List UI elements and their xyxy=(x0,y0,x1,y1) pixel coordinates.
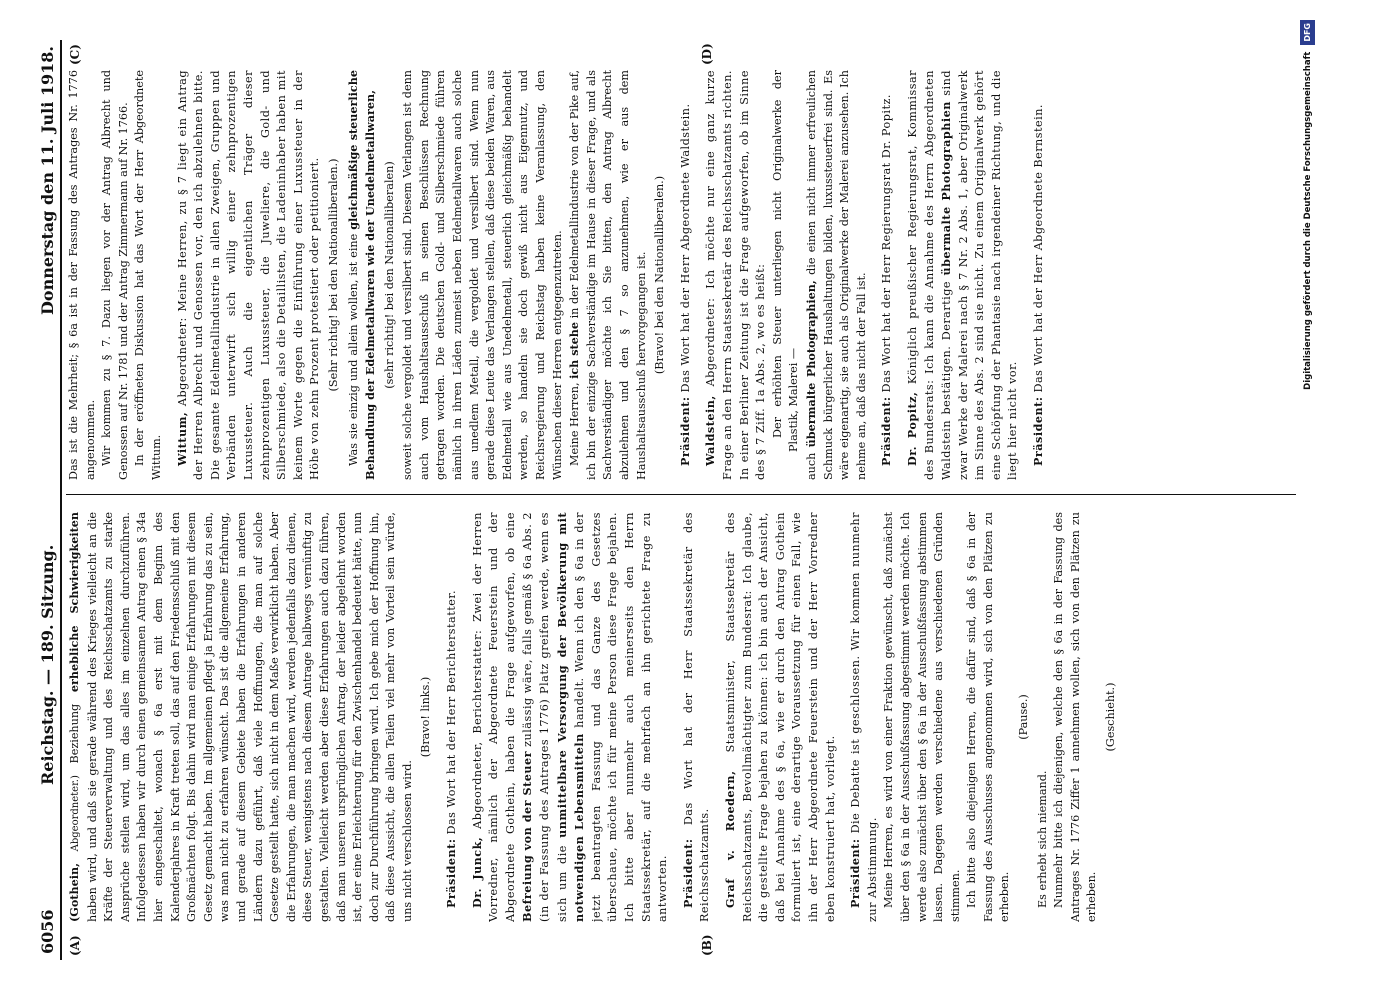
paragraph: soweit solche vergoldet und versilbert sind. Diesem Verlangen ist denn auch vom Haushaltsausschuß in seinen Beschlüssen Rechnung getragen worden. Die deutschen Gold- und Silberschmiede führen nämlich in ihren Läden zumeist neben Edelmetallwaren auch solche aus unedlem Metall, die vergoldet und versilbert sind. Wenn nun gerade diese Leute das Verlangen stellen, daß diese beiden Waren, aus Edelmetall wie aus Unedelmetall, steuerlich gleichmäßig behandelt werden, so handeln sie doch gewiß nicht aus Eigennutz, und Reichsregierung und Reichstag haben keine Veranlassung, den Wünschen dieser Herren entgegenzutreten. xyxy=(401,70,564,480)
margin-mark-d: (D) xyxy=(700,43,714,65)
bold-run: ich stehe xyxy=(567,321,582,379)
text-run: die einen nicht immer erfreulichen Schmuck bürgerlicher Haushaltungen bilden, luxussteuerfrei sind. Es wäre eigenartig, sie auch als Originalwerke der Malerei anzusehen. Ich nehme an, daß das nicht der Fall ist. xyxy=(804,70,868,480)
speaker-name: Waldstein, xyxy=(703,395,718,466)
paragraph: Meine Herren, es wird von einer Fraktion gewünscht, daß zunächst über den § 6a in der Ausschußfassung abgestimmt werden möchte. Ich werde also zunächst über den § 6a in der Ausschußfassung abstimmen lassen. Dagegen werden verschiedene aus verschiedenen Gründen stimmen. xyxy=(882,512,962,922)
page-header xyxy=(36,40,62,960)
text-run: zulässig wäre, falls gemäß § 6a Abs. 2 (in der Fassung des Antrages 1776) Platz greifen werde, wenn es sich um die xyxy=(521,512,569,922)
interjection: (sehr richtig! bei den Nationalliberalen) xyxy=(382,161,396,389)
left-column xyxy=(66,512,1296,922)
text-run: Das Wort hat der Herr Regierungsrat Dr. Popitz. xyxy=(880,94,894,393)
speaker-label: Präsident: xyxy=(677,396,692,466)
interjection: (Sehr richtig! bei den Nationalliberalen.) xyxy=(326,158,340,392)
bold-run: übermalte Photographien xyxy=(939,101,954,276)
text-run: Die Debatte ist geschlossen. Wir kommen nunmehr zur Abstimmung. xyxy=(849,512,879,922)
bold-run: unmittelbare Versorgung der Bevölkerung mit notwendigen Lebensmitteln xyxy=(554,512,587,922)
speaker-name: Dr. Popitz, xyxy=(904,391,919,466)
speaker-name: Wittum, xyxy=(174,411,189,466)
right-column xyxy=(66,70,1296,480)
bold-run: gleichmäßige steuerliche Behandlung der Edelmetallwaren wie der Unedelmetallwaren, xyxy=(345,70,378,480)
bold-run: Befreiung von der Steuer xyxy=(520,750,535,922)
text-run: handelt. Wenn ich den § 6a in der jetzt beantragten Fassung und das Ganze des Gesetzes überschaue, möchte ich für meine Person diese Frage bejahen. Ich bitte aber nunmehr auch meinerseits den Herrn Staatssekretär, auf die mehrfach an ihn gerichtete Frage zu antworten. xyxy=(573,512,670,922)
bold-run: übermalte Photographien, xyxy=(803,280,818,448)
interjection: (Geschieht.) xyxy=(1104,682,1118,752)
speaker-label: Präsident: xyxy=(848,838,863,908)
header-date: Donnerstag den 11. Juli 1918. xyxy=(38,46,57,315)
paragraph: In der eröffneten Diskussion hat das Wort der Herr Abgeordnete Wittum. xyxy=(133,70,163,480)
speaker-name: Dr. Junck, xyxy=(469,836,484,908)
text-run: Das Wort hat der Herr Staatssekretär des Reichsschatzamts. xyxy=(681,512,712,922)
speaker-label: Präsident: xyxy=(879,396,894,466)
dfg-logo: DFG xyxy=(1300,20,1315,45)
speaker-label: Präsident: xyxy=(1031,396,1046,466)
paragraph: Nunmehr bitte ich diejenigen, welche den § 6a in der Fassung des Antrages Nr. 1776 Ziffer 1 annehmen wollen, sich von den Plätzen zu erheben. xyxy=(1052,512,1099,922)
interjection: (Pause.) xyxy=(1017,694,1031,740)
text-run: Was sie einzig und allein wollen, ist eine xyxy=(346,233,360,466)
page-number: 6056 xyxy=(38,909,57,954)
margin-mark-b: (B) xyxy=(700,934,714,956)
speaker-label: Präsident: xyxy=(680,838,695,908)
text-run: Abgeordneter, Berichterstatter: Zwei der Herren Vorredner, nämlich der Abgeordnete Feuerstein und der Abgeordnete Gothein, haben die Frage aufgeworfen, ob eine xyxy=(470,512,517,922)
header-center: Reichstag. — 189. Sitzung. xyxy=(38,544,57,785)
speaker-name: Graf v. Roedern, xyxy=(722,770,737,908)
paragraph: Das ist die Mehrheit; § 6a ist in der Fassung des Antrages Nr. 1776 angenommen. xyxy=(67,70,97,480)
speaker-role: Abgeordneter.) xyxy=(70,775,81,852)
text-run: Abgeordneter: Meine Herren, zu § 7 liegt ein Antrag der Herren Albrecht und Genossen vor, den ich abzulehnen bitte. Die gesamte Edelmetallindustrie in allen Zweigen, Gruppen und Verbänden unterwirft sich willig einer zehnprozentigen Luxussteuer. Auch die eigentlichen Träger dieser zehnprozentigen Luxussteuer, die Juweliere, die Gold- und Silberschmiede, also die Detaillisten, die Ladeninhaber haben mit keinem Worte gegen die Einführung einer Luxussteuer in der Höhe von zehn Prozent protestiert oder petitioniert. xyxy=(175,70,322,480)
column-rule xyxy=(66,494,1296,495)
text-run: sind zwar Werke der Malerei nach § 7 Nr. 2 Abs. 1, aber Originalwerk im Sinne des Abs. 2 sind sie nicht. Zu einem Originalwerk gehört eine Schöpfung der Phantasie nach irgendeiner Richtung, und die liegt hier nicht vor. xyxy=(940,70,1020,480)
bold-run: erhebliche Schwierigkeiten xyxy=(67,512,81,693)
text-run: Das Wort hat der Herr Abgeordnete Waldstein. xyxy=(678,103,692,393)
margin-mark-a: (A) xyxy=(68,935,82,956)
text-run: Beziehung xyxy=(68,703,81,764)
text-run: Meine Herren, xyxy=(568,382,582,466)
interjection: (Bravo! links.) xyxy=(419,676,433,758)
text-run: Königlich preußischer Regierungsrat, Kommissar des Bundesrats: Ich kann die Annahme des Herrn Abgeordneten Waldstein bestätigen. Derartige xyxy=(905,70,954,480)
interjection: (Bravo! bei den Nationalliberalen.) xyxy=(653,175,667,375)
quotation: Der erhöhten Steuer unterliegen nicht Originalwerke der Plastik, Malerei — xyxy=(770,70,801,452)
text-run: Das Wort hat der Herr Abgeordnete Bernstein. xyxy=(1032,104,1046,393)
text-run: Das Wort hat der Herr Berichterstatter. xyxy=(445,590,459,835)
margin-mark-c: (C) xyxy=(68,44,82,65)
paragraph: Wir kommen zu § 7. Dazu liegen vor der Antrag Albrecht und Genossen auf Nr. 1781 und der Antrag Zimmermann auf Nr. 1766. xyxy=(100,70,130,480)
digitization-footer xyxy=(1300,20,1326,640)
text-run: Abgeordneter: Ich möchte nur eine ganz kurze Frage an den Herrn Staatssekretär des Reichsschatzamts richten. In einer Berliner Zeitung ist die Frage aufgeworfen, ob im Sinne des § 7 Ziff. 1a Abs. 2, wo es heißt: xyxy=(704,70,768,480)
text-run: Staatsminister, Staatssekretär des Reichsschatzamts, Bevollmächtigter zum Bundesrat: Ich glaube, die gestellte Frage bejahen zu können: ich bin auch der Ansicht, daß bei Annahme des § 6a, wie er durch den Antrag Gothein formuliert ist, eine derartige Voraussetzung für einen Fall, wie ihn der Herr Abgeordnete Feuerstein und der Herr Vorredner eben konstruiert hat, vorliegt. xyxy=(723,512,837,922)
text-run: haben wird, und daß sie gerade während des Krieges vielleicht an die Kräfte der Steuerverwaltung und des Reichsschatzamts zu starke Ansprüche stellen wird, um das alles im einzelnen durchzuführen. Infolgedessen haben wir durch einen gemeinsamen Antrag einen § 34a hier eingeschaltet, wonach § 6a erst mit dem Beginn des Kalenderjahres in Kraft treten soll, das auf den Friedensschluß mit den Großmächten folgt. Bis dahin wird man einige Erfahrungen mit diesem Gesetz gemacht haben. Im allgemeinen pflegt ja Erfahrung das zu sein, was man nicht zu erfahren wünscht. Das ist die allgemeine Erfahrung, und gerade auf diesem Gebiete haben die Erfahrungen in anderen Ländern dazu geführt, daß viele Hoffnungen, die man auf solche Gesetze gestellt hatte, sich nicht in dem Maße verwirklicht haben. Aber die Erfahrungen, die man machen wird, werden jedenfalls dazu dienen, diese Steuer, wenigstens nach diesem Antrage halbwegs vernünftig zu gestalten. Vielleicht werden aber diese Erfahrungen auch dazu führen, daß man unseren ursprünglichen Antrag, der leider abgelehnt worden ist, der eine Erleichterung für den Zwischenhandel bedeutet hätte, nun doch zur Durchführung bringen wird. Ich gebe mich der Hoffnung hin, daß diese Aussicht, die allen Teilen viel mehr von Vorteil sein würde, uns nicht verschlossen wird. xyxy=(85,512,414,922)
speaker-label: Präsident: xyxy=(444,838,459,908)
text-run: auch xyxy=(804,452,818,480)
text-run: in der Edelmetallindustrie von der Pike auf, ich bin der einzige Sachverständige im Hause in dieser Frage, und als Sachverständiger möchte ich Sie bitten, den Antrag Albrecht abzulehnen und den § 7 so anzunehmen, wie er aus dem Haushaltsausschuß hervorgegangen ist. xyxy=(568,70,648,480)
footer-text: Digitalisierung gefördert durch die Deutsche Forschungsgemeinschaft xyxy=(1303,51,1313,390)
paragraph: Es erhebt sich niemand. xyxy=(1035,770,1049,908)
speaker-name: (Gothein, xyxy=(67,862,81,922)
paragraph: Ich bitte also diejenigen Herren, die dafür sind, daß § 6a in der Fassung des Ausschusses angenommen wird, sich von den Plätzen zu erheben. xyxy=(965,512,1012,922)
